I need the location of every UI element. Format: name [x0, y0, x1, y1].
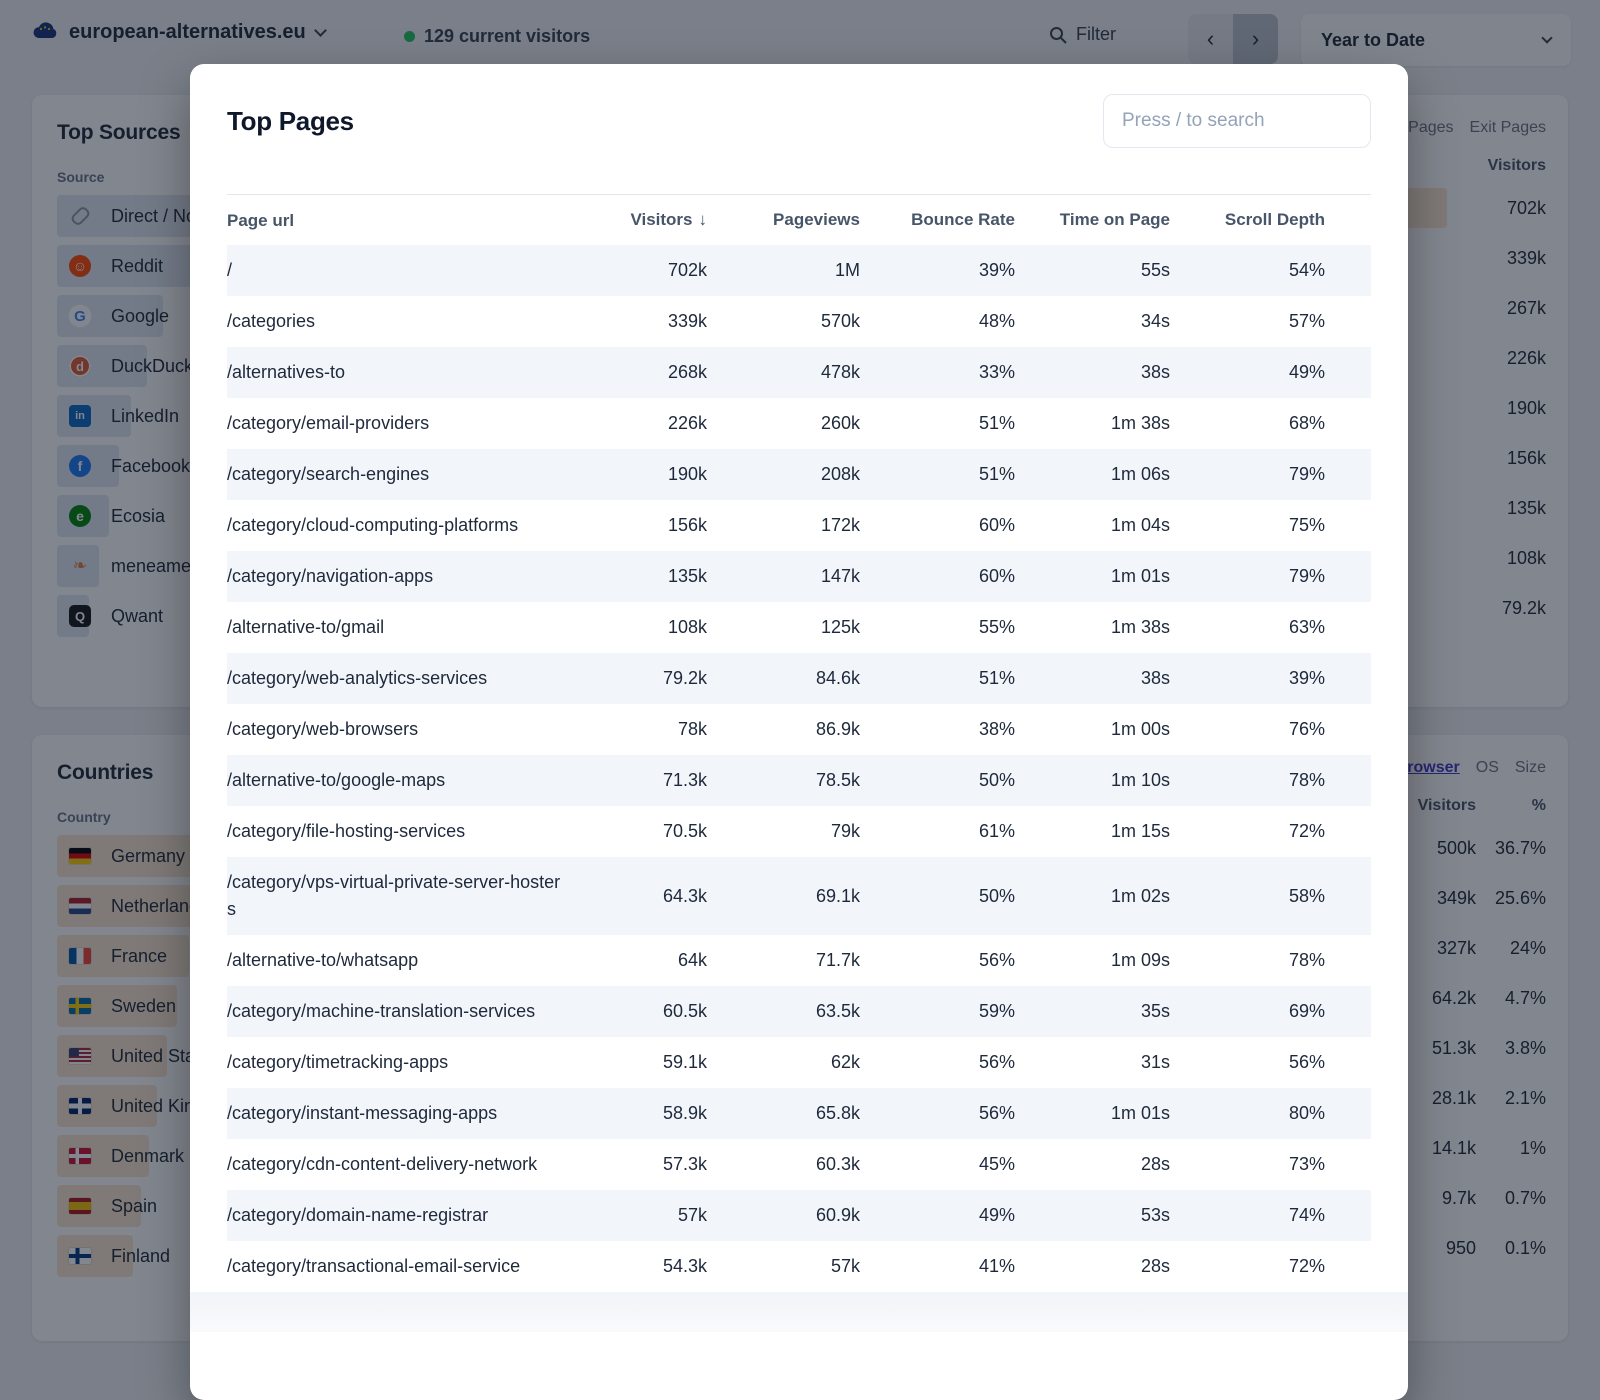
page-url-cell[interactable]: /category/transactional-email-service [227, 1256, 521, 1276]
search-input[interactable] [1103, 94, 1371, 148]
visitors-cell: 64.3k [662, 885, 707, 906]
modal-title: Top Pages [227, 106, 354, 136]
col-bounce-rate[interactable]: Bounce Rate [911, 210, 1015, 229]
scroll-depth-cell: 72% [1288, 821, 1325, 841]
col-page-url[interactable]: Page url [227, 210, 295, 230]
bounce-rate-cell: 48% [978, 311, 1015, 331]
table-row[interactable] [227, 500, 1371, 551]
page-url-cell[interactable]: /category/vps-virtual-private-server-hosters [227, 872, 561, 919]
bounce-rate-cell: 33% [978, 362, 1015, 382]
visitors-cell: 64k [677, 950, 707, 970]
table-row[interactable] [227, 1241, 1371, 1292]
bounce-rate-cell: 50% [978, 770, 1015, 790]
visitors-cell: 702k [667, 260, 707, 280]
scroll-depth-cell: 39% [1288, 668, 1325, 688]
page-url-cell[interactable]: /categories [227, 311, 316, 331]
pageviews-cell: 63.5k [815, 1001, 860, 1021]
page-url-cell[interactable]: /category/timetracking-apps [227, 1052, 449, 1072]
col-scroll-depth[interactable]: Scroll Depth [1224, 210, 1325, 229]
pageviews-cell: 62k [830, 1052, 860, 1072]
time-on-page-cell: 1m 01s [1110, 1103, 1170, 1123]
col-pageviews[interactable]: Pageviews [773, 210, 860, 229]
page-url-cell[interactable]: /category/file-hosting-services [227, 821, 466, 841]
table-row[interactable] [227, 1037, 1371, 1088]
table-row[interactable] [227, 806, 1371, 857]
sort-desc-icon: ↓ [698, 210, 707, 229]
pageviews-cell: 147k [820, 566, 860, 586]
visitors-cell: 268k [667, 362, 707, 382]
bounce-rate-cell: 41% [978, 1256, 1015, 1276]
time-on-page-cell: 31s [1140, 1052, 1170, 1072]
bounce-rate-cell: 60% [978, 515, 1015, 535]
time-on-page-cell: 1m 38s [1110, 617, 1170, 637]
time-on-page-cell: 34s [1140, 311, 1170, 331]
page-url-cell[interactable]: /alternative-to/gmail [227, 617, 385, 637]
page-url-cell[interactable]: /category/instant-messaging-apps [227, 1103, 498, 1123]
table-row[interactable] [227, 1139, 1371, 1190]
scroll-depth-cell: 56% [1288, 1052, 1325, 1072]
time-on-page-cell: 1m 00s [1110, 719, 1170, 739]
table-row[interactable] [227, 296, 1371, 347]
time-on-page-cell: 1m 04s [1110, 515, 1170, 535]
time-on-page-cell: 55s [1140, 260, 1170, 280]
time-on-page-cell: 1m 02s [1110, 885, 1170, 906]
table-row[interactable] [227, 986, 1371, 1037]
scroll-depth-cell: 76% [1288, 719, 1325, 739]
bounce-rate-cell: 39% [978, 260, 1015, 280]
visitors-cell: 58.9k [662, 1103, 707, 1123]
pageviews-cell: 84.6k [815, 668, 860, 688]
visitors-cell: 226k [667, 413, 707, 433]
bounce-rate-cell: 51% [978, 668, 1015, 688]
visitors-cell: 70.5k [662, 821, 707, 841]
page-url-cell[interactable]: / [227, 260, 233, 280]
col-visitors[interactable]: Visitors ↓ [630, 210, 707, 229]
page-url-cell[interactable]: /category/navigation-apps [227, 566, 434, 586]
pageviews-cell: 208k [820, 464, 860, 484]
time-on-page-cell: 28s [1140, 1154, 1170, 1174]
time-on-page-cell: 53s [1140, 1205, 1170, 1225]
page-url-cell[interactable]: /category/cdn-content-delivery-network [227, 1154, 538, 1174]
scroll-depth-cell: 68% [1288, 413, 1325, 433]
scroll-depth-cell: 78% [1288, 950, 1325, 970]
time-on-page-cell: 1m 09s [1110, 950, 1170, 970]
table-row[interactable] [227, 347, 1371, 398]
bounce-rate-cell: 55% [978, 617, 1015, 637]
bounce-rate-cell: 38% [978, 719, 1015, 739]
scroll-depth-cell: 57% [1288, 311, 1325, 331]
visitors-cell: 78k [677, 719, 707, 739]
visitors-cell: 71.3k [662, 770, 707, 790]
time-on-page-cell: 1m 06s [1110, 464, 1170, 484]
page-url-cell[interactable]: /category/search-engines [227, 464, 430, 484]
pageviews-cell: 65.8k [815, 1103, 860, 1123]
time-on-page-cell: 1m 15s [1110, 821, 1170, 841]
pageviews-cell: 60.3k [815, 1154, 860, 1174]
bounce-rate-cell: 56% [978, 1103, 1015, 1123]
pageviews-cell: 478k [820, 362, 860, 382]
page-url-cell[interactable]: /alternatives-to [227, 362, 346, 382]
next-row-partial [190, 1292, 1408, 1332]
scroll-depth-cell: 58% [1288, 885, 1325, 906]
time-on-page-cell: 28s [1140, 1256, 1170, 1276]
pageviews-cell: 1M [834, 260, 860, 280]
pageviews-cell: 570k [820, 311, 860, 331]
page-url-cell[interactable]: /category/web-browsers [227, 719, 419, 739]
scroll-depth-cell: 74% [1288, 1205, 1325, 1225]
pageviews-cell: 172k [820, 515, 860, 535]
table-row[interactable] [227, 602, 1371, 653]
bounce-rate-cell: 49% [978, 1205, 1015, 1225]
bounce-rate-cell: 56% [978, 950, 1015, 970]
page-url-cell[interactable]: /category/web-analytics-services [227, 668, 488, 688]
pageviews-cell: 57k [830, 1256, 860, 1276]
page-url-cell[interactable]: /category/domain-name-registrar [227, 1205, 489, 1225]
scroll-depth-cell: 80% [1288, 1103, 1325, 1123]
bounce-rate-cell: 59% [978, 1001, 1015, 1021]
visitors-cell: 54.3k [662, 1256, 707, 1276]
scroll-depth-cell: 54% [1288, 260, 1325, 280]
table-row[interactable] [227, 935, 1371, 986]
col-time-on-page[interactable]: Time on Page [1059, 210, 1170, 229]
scroll-depth-cell: 75% [1288, 515, 1325, 535]
bounce-rate-cell: 45% [978, 1154, 1015, 1174]
bounce-rate-cell: 51% [978, 413, 1015, 433]
bounce-rate-cell: 56% [978, 1052, 1015, 1072]
table-row[interactable] [227, 704, 1371, 755]
visitors-cell: 79.2k [662, 668, 707, 688]
table-row[interactable] [227, 398, 1371, 449]
bounce-rate-cell: 61% [978, 821, 1015, 841]
scroll-depth-cell: 79% [1288, 566, 1325, 586]
page-url-cell[interactable]: /alternative-to/whatsapp [227, 950, 419, 970]
scroll-depth-cell: 63% [1288, 617, 1325, 637]
visitors-cell: 59.1k [662, 1052, 707, 1072]
bounce-rate-cell: 50% [978, 885, 1015, 906]
scroll-depth-cell: 78% [1288, 770, 1325, 790]
time-on-page-cell: 35s [1140, 1001, 1170, 1021]
table-row[interactable] [227, 755, 1371, 806]
visitors-cell: 156k [667, 515, 707, 535]
pageviews-cell: 125k [820, 617, 860, 637]
time-on-page-cell: 1m 38s [1110, 413, 1170, 433]
visitors-cell: 135k [667, 566, 707, 586]
scroll-depth-cell: 69% [1288, 1001, 1325, 1021]
visitors-cell: 57.3k [662, 1154, 707, 1174]
pageviews-cell: 71.7k [815, 950, 860, 970]
visitors-cell: 339k [667, 311, 707, 331]
visitors-cell: 190k [667, 464, 707, 484]
pageviews-cell: 60.9k [815, 1205, 860, 1225]
visitors-cell: 60.5k [662, 1001, 707, 1021]
time-on-page-cell: 38s [1140, 668, 1170, 688]
page-url-cell[interactable]: /category/cloud-computing-platforms [227, 515, 519, 535]
pageviews-cell: 69.1k [815, 885, 860, 906]
table-row[interactable] [227, 245, 1371, 296]
table-row[interactable] [227, 449, 1371, 500]
pageviews-cell: 260k [820, 413, 860, 433]
top-pages-modal [190, 64, 1408, 1400]
scroll-depth-cell: 73% [1288, 1154, 1325, 1174]
table-row[interactable] [227, 653, 1371, 704]
pageviews-cell: 79k [830, 821, 860, 841]
pageviews-cell: 86.9k [815, 719, 860, 739]
bounce-rate-cell: 60% [978, 566, 1015, 586]
scroll-depth-cell: 72% [1288, 1256, 1325, 1276]
pages-table [227, 245, 1371, 1292]
pageviews-cell: 78.5k [815, 770, 860, 790]
visitors-cell: 57k [677, 1205, 707, 1225]
bounce-rate-cell: 51% [978, 464, 1015, 484]
page-url-cell[interactable]: /category/email-providers [227, 413, 430, 433]
visitors-cell: 108k [667, 617, 707, 637]
time-on-page-cell: 38s [1140, 362, 1170, 382]
time-on-page-cell: 1m 01s [1110, 566, 1170, 586]
time-on-page-cell: 1m 10s [1110, 770, 1170, 790]
table-row[interactable] [227, 1190, 1371, 1241]
table-row[interactable] [227, 857, 1371, 935]
scroll-depth-cell: 49% [1288, 362, 1325, 382]
page-url-cell[interactable]: /alternative-to/google-maps [227, 770, 446, 790]
table-header [227, 195, 1371, 245]
table-row[interactable] [227, 1088, 1371, 1139]
scroll-depth-cell: 79% [1288, 464, 1325, 484]
table-row[interactable] [227, 551, 1371, 602]
page-url-cell[interactable]: /category/machine-translation-services [227, 1001, 536, 1021]
